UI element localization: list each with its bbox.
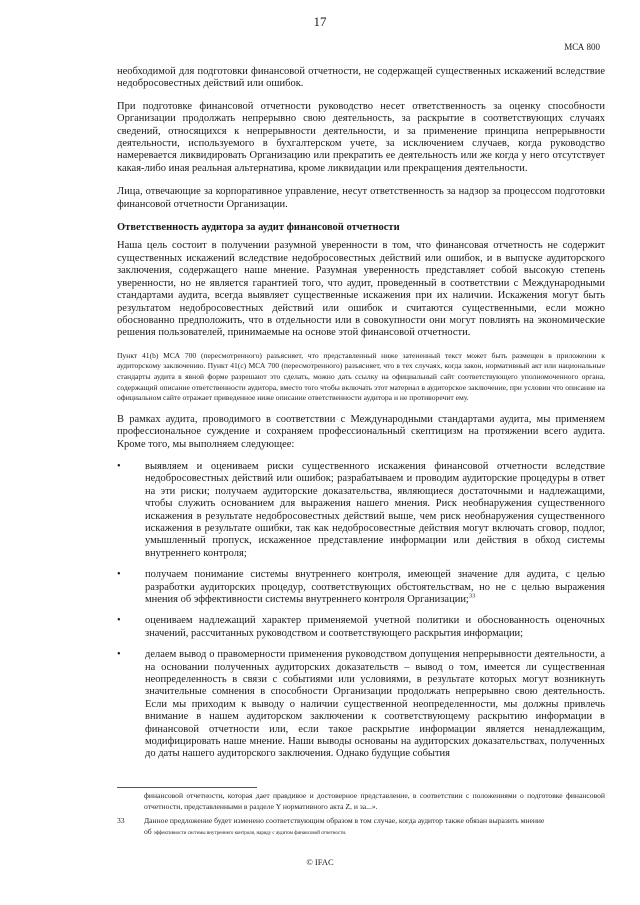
document-code: МСА 800 [564, 42, 600, 52]
footnote-text-tail: об [144, 826, 152, 836]
document-body [117, 66, 605, 770]
bullet-icon: • [117, 460, 121, 472]
list-item [117, 569, 605, 606]
footnote-divider [117, 787, 257, 788]
guidance-note: Пункт 41(b) МСА 700 (пересмотренного) разъясняет, что представленный ниже затененный текст может быть размещен в приложении к аудиторскому заключению. Пункт 41(c) МСА 700 (пересмотренного) разъясняет, что в тех случаях, когда закон, нормативный акт или национальные стандарты аудита в явной форме разрешают это сделать, можно дать ссылку на официальный сайт соответствующего уполномоченного органа, содержащий описание ответственности аудитора, вместо того чтобы включать этот материал в аудиторское заключение, при условии что описание на официальном сайте отражает приведенное ниже описание ответственности аудитора и не противоречит ему. [117, 350, 605, 403]
paragraph: Наша цель состоит в получении разумной уверенности в том, что финансовая отчетность не содержит существенных искажений вследствие недобросовестных действий или ошибок, и в выпуске аудиторского заключения, содержащего наше мнение. Разумная уверенность представляет собой высокую степень уверенности, но не является гарантией того, что аудит, проведенный в соответствии с Международными стандартами аудита, всегда выявляет существенные искажения при их наличии. Искажения могут быть результатом недобросовестных действий или ошибок и считаются существенными, если можно обоснованно предположить, что в отдельности или в совокупности они могут повлиять на экономические решения пользователей, принимаемые на основе этой финансовой отчетности. [117, 240, 605, 339]
footnote-number: 33 [117, 816, 125, 826]
footnote-text-small: эффективности системы внутреннего контроля, наряду с аудитом финансовой отчетности. [153, 830, 347, 836]
bullet-icon: • [117, 569, 121, 581]
footnotes [117, 791, 605, 843]
page-number: 17 [313, 14, 327, 29]
list-item [117, 461, 605, 560]
list-item-text: выявляем и оцениваем риски существенного искажения финансовой отчетности вследствие недобросовестных действий или ошибок; разрабатываем и проводим аудиторские процедуры в ответ на эти риски; получаем аудиторские доказательства, являющиеся достаточными и надлежащими, чтобы служить основанием для выражения нашего мнения. Риск необнаружения существенного искажения в результате недобросовестных действий выше, чем риск необнаружения существенного искажения в результате ошибки, так как недобросовестные действия могут включать сговор, подлог, умышленный пропуск, искаженное представление информации или действия в обход системы внутреннего контроля; [145, 460, 605, 559]
list-item-text: получаем понимание системы внутреннего контроля, имеющей значение для аудита, с целью разработки аудиторских процедур, соответствующих обстоятельствам, но не с целью выражения мнения об эффективности системы внутреннего контроля Организации; [145, 569, 605, 605]
list-item-text: делаем вывод о правомерности применения руководством допущения непрерывности деятельности, а на основании полученных аудиторских доказательств – вывод о том, имеется ли существенная неопределенность в связи с событиями или условиями, в результате которых могут возникнуть значительные сомнения в способности Организации продолжать непрерывно свою деятельность. Если мы приходим к выводу о наличии существенной неопределенности, мы должны привлечь внимание в нашем аудиторском заключении к соответствующему раскрытию информации в финансовой отчетности или, если такое раскрытие информации является ненадлежащим, модифицировать наше мнение. Наши выводы основаны на аудиторских доказательствах, полученных до даты нашего аудиторского заключения. Однако будущие события [145, 649, 605, 760]
paragraph: При подготовке финансовой отчетности руководство несет ответственность за оценку способности Организации продолжать непрерывно свою деятельность, за раскрытие в соответствующих случаях сведений, относящихся к непрерывности деятельности, и за применение принципа непрерывности деятельности, используемого в бухгалтерском учете, за исключением случаев, когда руководство намеревается ликвидировать Организацию или прекратить ее деятельность или же когда у него отсутствует какая-либо иная реальная альтернатива, кроме ликвидации или прекращения деятельности. [117, 100, 605, 174]
paragraph: необходимой для подготовки финансовой отчетности, не содержащей существенных искажений вследствие недобросовестных действий или ошибок. [117, 66, 605, 90]
procedures-list [117, 461, 605, 761]
bullet-icon: • [117, 615, 121, 627]
section-heading: Ответственность аудитора за аудит финансовой отчетности [117, 222, 400, 234]
bullet-icon: • [117, 649, 121, 661]
list-item-text: оцениваем надлежащий характер применяемой учетной политики и обоснованность оценочных значений, рассчитанных руководством и соответствующего раскрытия информации; [145, 615, 605, 639]
footnote-ref[interactable]: 33 [468, 592, 476, 600]
footnote-text: Данное предложение будет изменено соответствующим образом в том случае, когда аудитор также обязан выразить мнение [144, 816, 545, 826]
copyright-footer: © IFAC [306, 857, 334, 867]
list-item [117, 615, 605, 640]
paragraph: Лица, отвечающие за корпоративное управление, несут ответственность за надзор за процессом подготовки финансовой отчетности Организации. [117, 186, 605, 210]
paragraph: В рамках аудита, проводимого в соответствии с Международными стандартами аудита, мы применяем профессиональное суждение и сохраняем профессиональный скептицизм на протяжении всего аудита. Кроме того, мы выполняем следующее: [117, 413, 605, 450]
footnote-33 [117, 816, 605, 839]
list-item [117, 649, 605, 761]
footnote-text: финансовой отчетности, которая дает правдивое и достоверное представление, в соответствии с положениями о подготовке финансовой отчетности, представленными в разделе Y нормативного акта Z, и за...». [144, 791, 605, 811]
footnote-continuation [117, 791, 605, 812]
